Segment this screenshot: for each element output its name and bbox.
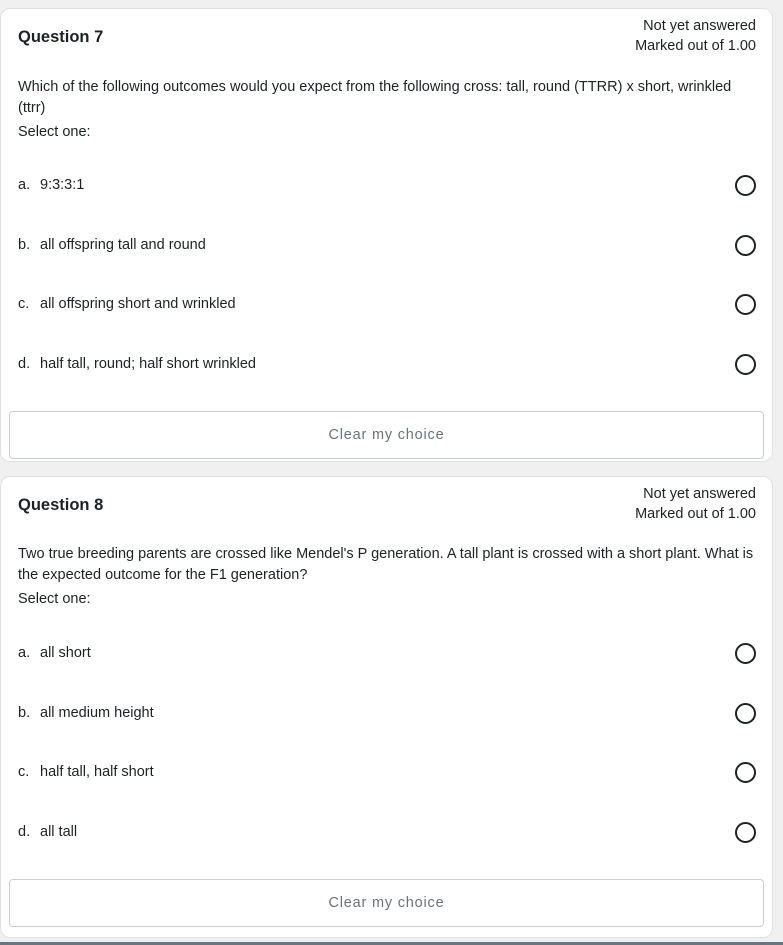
option-d[interactable] — [18, 818, 756, 846]
question-text: Which of the following outcomes would you expect from the following cross: tall, round (TTRR) x short, wrinkled (ttrr) — [18, 79, 732, 116]
option-d[interactable] — [18, 350, 756, 378]
clear-choice-button[interactable]: Clear my choice — [9, 411, 764, 459]
option-label: 9:3:3:1 — [40, 177, 85, 193]
option-b[interactable] — [18, 699, 756, 727]
option-b-radio[interactable] — [735, 703, 756, 724]
question-title: Question 7 — [18, 28, 104, 46]
option-label: all short — [40, 645, 91, 661]
option-a-radio[interactable] — [735, 643, 756, 664]
option-c[interactable] — [18, 290, 756, 318]
option-label: all tall — [40, 824, 78, 840]
question-text: Two true breeding parents are crossed like Mendel's P generation. A tall plant is crossed with a short plant. What is the expected outcome for the F1 generation? — [18, 546, 754, 583]
option-c-radio[interactable] — [735, 762, 756, 783]
question-title: Question 8 — [18, 496, 104, 514]
option-label: all offspring tall and round — [40, 237, 206, 253]
option-letter: a. — [18, 645, 31, 661]
clear-choice-button[interactable]: Clear my choice — [9, 879, 764, 927]
select-one-prompt: Select one: — [18, 124, 91, 140]
marks-info: Marked out of 1.00 — [635, 505, 756, 522]
option-letter: b. — [18, 237, 31, 253]
option-label: all medium height — [40, 705, 154, 721]
option-letter: d. — [18, 356, 31, 372]
option-a[interactable] — [18, 639, 756, 667]
option-a-radio[interactable] — [735, 175, 756, 196]
option-a[interactable] — [18, 171, 756, 199]
marks-info: Marked out of 1.00 — [635, 37, 756, 54]
answer-status: Not yet answered — [643, 18, 756, 34]
option-d-radio[interactable] — [735, 822, 756, 843]
option-letter: b. — [18, 705, 31, 721]
option-letter: c. — [18, 764, 30, 780]
option-b[interactable] — [18, 231, 756, 259]
option-label: all offspring short and wrinkled — [40, 296, 236, 312]
option-letter: a. — [18, 177, 31, 193]
option-c[interactable] — [18, 758, 756, 786]
question-status — [635, 17, 756, 56]
option-letter: d. — [18, 824, 31, 840]
question-card-7 — [0, 8, 773, 462]
answer-status: Not yet answered — [643, 486, 756, 502]
option-c-radio[interactable] — [735, 294, 756, 315]
option-letter: c. — [18, 296, 30, 312]
option-d-radio[interactable] — [735, 354, 756, 375]
select-one-prompt: Select one: — [18, 591, 91, 607]
option-label: half tall, round; half short wrinkled — [40, 356, 256, 372]
question-status — [635, 485, 756, 524]
option-label: half tall, half short — [40, 764, 154, 780]
question-card-8 — [0, 476, 773, 938]
option-b-radio[interactable] — [735, 235, 756, 256]
